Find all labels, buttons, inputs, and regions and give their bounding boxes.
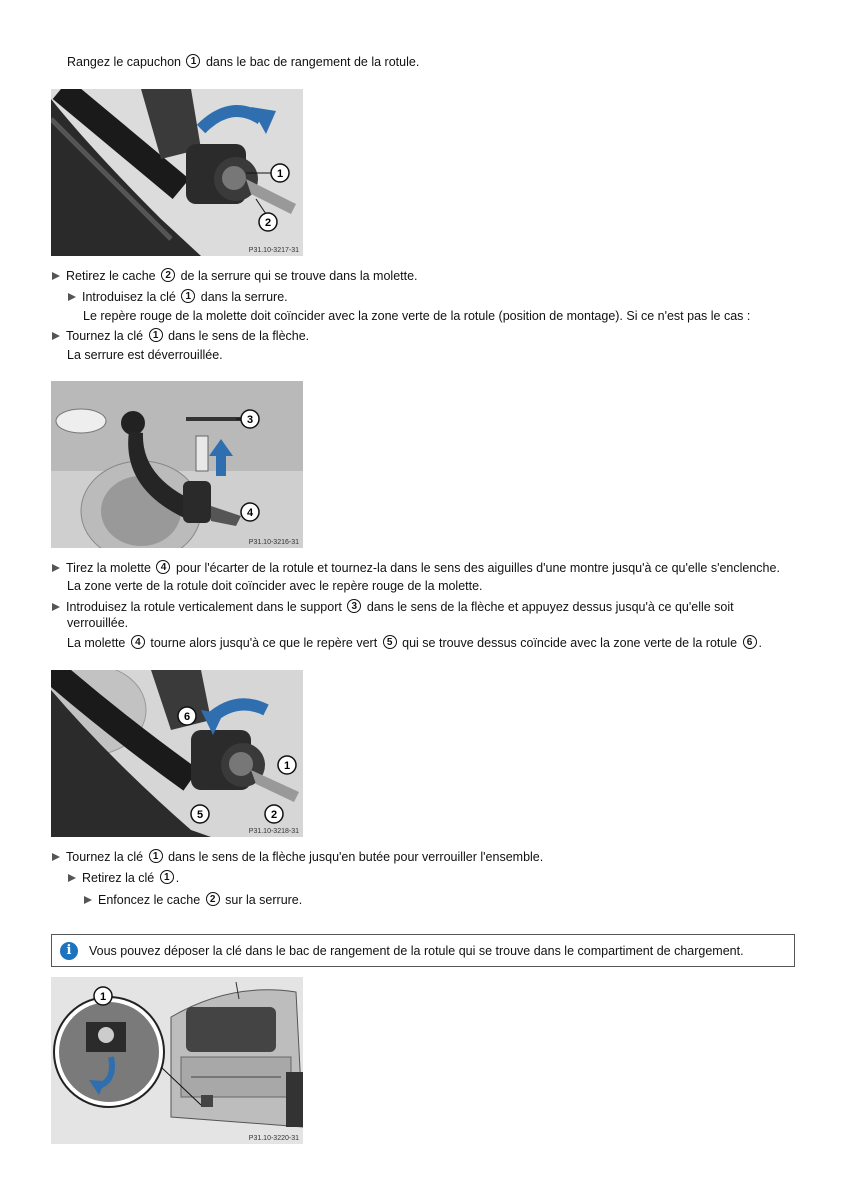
figure-lock-knob (51, 670, 303, 837)
result-unlocked: La serrure est déverrouillée. (67, 348, 223, 362)
intro-text (67, 54, 419, 70)
callout-number: 3 (347, 599, 361, 613)
info-text: Vous pouvez déposer la clé dans le bac de rangement de la rotule qui se trouve dans le compartiment de chargement. (89, 944, 744, 958)
fig3-callout-6: 6 (183, 711, 191, 723)
fig1-callout-2: 2 (264, 217, 272, 229)
figure-code: P31.10-3220-31 (248, 1135, 299, 1142)
step-push-cap: Enfoncez le cache 2 sur la serrure. (84, 892, 302, 908)
callout-number: 1 (149, 849, 163, 863)
intro-before: Rangez le capuchon (67, 55, 181, 69)
step-turn-key-lock: Tournez la clé 1 dans le sens de la flèche jusqu'en butée pour verrouiller l'ensemble. (52, 849, 543, 865)
step-insert-key: Introduisez la clé 1 dans la serrure. (68, 289, 288, 305)
step-turn-key: Tournez la clé 1 dans le sens de la flèche. (52, 328, 309, 344)
note-red-mark: Le repère rouge de la molette doit coïncider avec la zone verte de la rotule (position de montage). Si ce n'est pas le cas : (83, 309, 751, 323)
figure-code: P31.10-3216-31 (248, 539, 299, 546)
figure-code: P31.10-3218-31 (248, 828, 299, 835)
callout-number: 5 (383, 635, 397, 649)
bullet-arrow-icon (52, 332, 60, 340)
fig4-callout-1: 1 (99, 991, 107, 1003)
bullet-arrow-icon (52, 853, 60, 861)
step-remove-key: Retirez la clé 1 . (68, 870, 179, 886)
figure-key-knob (51, 89, 303, 256)
intro-after: dans le bac de rangement de la rotule. (205, 55, 420, 69)
fig3-callout-5: 5 (196, 809, 204, 821)
step-remove-cap: Retirez le cache 2 de la serrure qui se trouve dans la molette. (52, 268, 418, 284)
step-insert-ball-cont: verrouillée. (67, 616, 129, 630)
step-pull-knob: Tirez la molette 4 pour l'écarter de la rotule et tournez-la dans le sens des aiguilles d'une montre jusqu'à ce qu'elle s'enclenche. (52, 560, 780, 576)
figure-car-rear (51, 977, 303, 1144)
bullet-arrow-icon (52, 603, 60, 611)
fig2-callout-4: 4 (246, 507, 254, 519)
step-insert-ball: Introduisez la rotule verticalement dans le support 3 dans le sens de la flèche et appuyez dessus jusqu'à ce qu'elle soit (52, 599, 734, 615)
figure-ball-insert (51, 381, 303, 548)
fig2-callout-3: 3 (246, 414, 254, 426)
info-note (51, 934, 795, 967)
bullet-arrow-icon (84, 896, 92, 904)
fig3-callout-1: 1 (283, 760, 291, 772)
result-green-zone: La zone verte de la rotule doit coïncider avec le repère rouge de la molette. (67, 579, 483, 593)
callout-number: 2 (206, 892, 220, 906)
callout-number: 6 (743, 635, 757, 649)
callout-number: 4 (156, 560, 170, 574)
bullet-arrow-icon (68, 874, 76, 882)
callout-number: 1 (149, 328, 163, 342)
bullet-arrow-icon (68, 293, 76, 301)
callout-number: 1 (160, 870, 174, 884)
callout-number: 1 (186, 54, 200, 68)
result-knob-turns: La molette 4 tourne alors jusqu'à ce que le repère vert 5 qui se trouve dessus coïncide avec la zone verte de la rotule 6 . (67, 636, 763, 650)
figure-code: P31.10-3217-31 (248, 247, 299, 254)
callout-number: 1 (181, 289, 195, 303)
callout-number: 2 (161, 268, 175, 282)
callout-number: 4 (131, 635, 145, 649)
bullet-arrow-icon (52, 564, 60, 572)
fig1-callout-1: 1 (276, 168, 284, 180)
fig3-callout-2: 2 (270, 809, 278, 821)
bullet-arrow-icon (52, 272, 60, 280)
info-icon: i (60, 942, 78, 960)
